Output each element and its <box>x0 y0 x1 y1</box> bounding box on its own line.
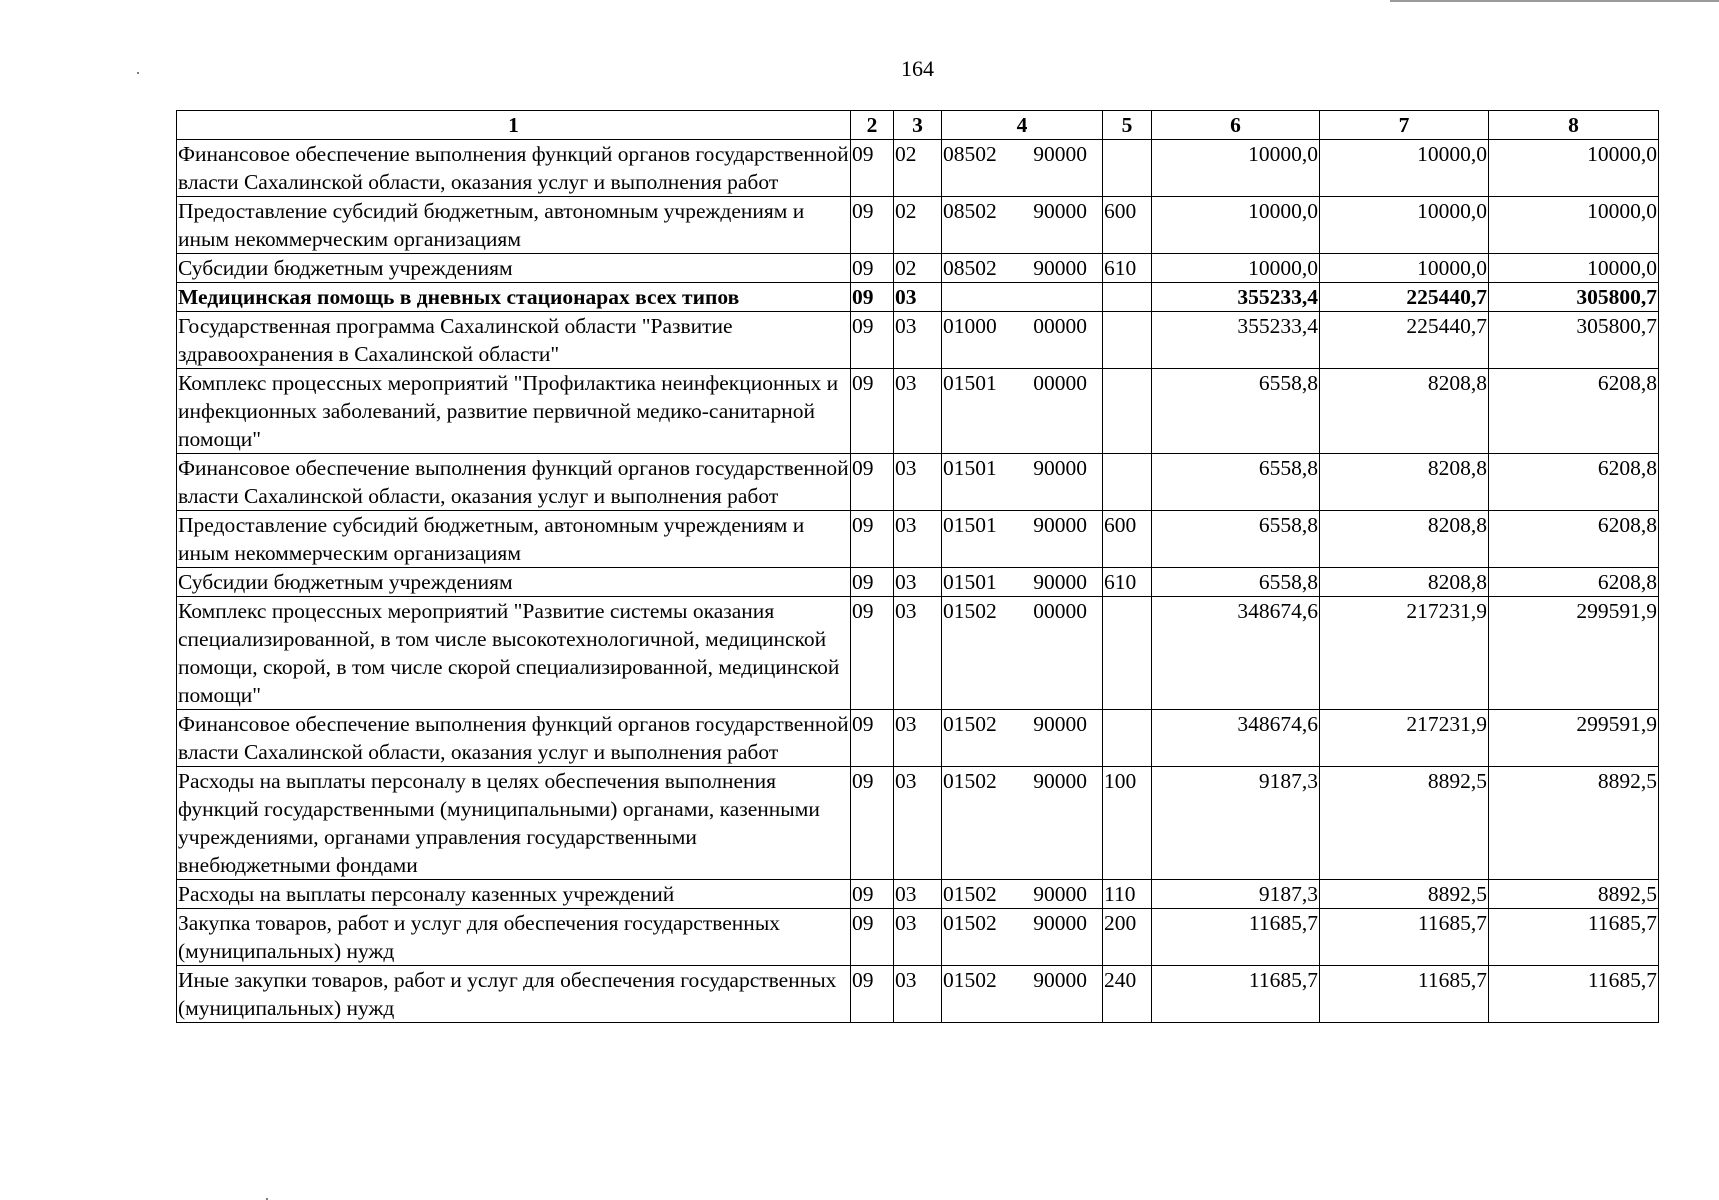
amount-col-7: 8892,5 <box>1320 880 1489 909</box>
amount-col-8: 11685,7 <box>1489 909 1659 966</box>
direction-code: 90000 <box>1033 456 1087 480</box>
direction-code: 90000 <box>1033 712 1087 736</box>
table-row <box>177 597 1659 710</box>
section-code: 09 <box>851 140 894 197</box>
expense-type-code <box>1103 140 1152 197</box>
direction-code: 90000 <box>1033 199 1087 223</box>
amount-col-6: 11685,7 <box>1152 966 1320 1023</box>
table-row <box>177 140 1659 197</box>
program-code: 08502 <box>943 142 997 166</box>
direction-code: 00000 <box>1033 599 1087 623</box>
row-description: Комплекс процессных мероприятий "Профилактика неинфекционных и инфекционных заболеваний, развитие первичной медико-санитарной помощи" <box>177 369 851 454</box>
program-code: 01501 <box>943 570 997 594</box>
budget-table <box>176 110 1659 1023</box>
amount-col-7: 10000,0 <box>1320 140 1489 197</box>
table-row <box>177 511 1659 568</box>
direction-code: 90000 <box>1033 513 1087 537</box>
amount-col-6: 9187,3 <box>1152 767 1320 880</box>
amount-col-8: 11685,7 <box>1489 966 1659 1023</box>
table-row <box>177 454 1659 511</box>
table-row <box>177 369 1659 454</box>
table-header <box>177 111 1659 140</box>
direction-code: 90000 <box>1033 570 1087 594</box>
top-edge-rule <box>1390 0 1719 2</box>
expense-type-code: 100 <box>1103 767 1152 880</box>
row-description: Предоставление субсидий бюджетным, автономным учреждениям и иным некоммерческим организациям <box>177 511 851 568</box>
program-code: 08502 <box>943 199 997 223</box>
amount-col-7: 225440,7 <box>1320 283 1489 312</box>
section-code: 09 <box>851 254 894 283</box>
amount-col-6: 6558,8 <box>1152 568 1320 597</box>
target-article-code <box>942 909 1103 966</box>
subsection-code: 02 <box>894 197 942 254</box>
subsection-code: 03 <box>894 454 942 511</box>
program-code: 01502 <box>943 911 997 935</box>
amount-col-6: 355233,4 <box>1152 312 1320 369</box>
direction-code: 90000 <box>1033 769 1087 793</box>
section-code: 09 <box>851 197 894 254</box>
table-row <box>177 283 1659 312</box>
expense-type-code: 600 <box>1103 511 1152 568</box>
table-row <box>177 966 1659 1023</box>
row-description: Субсидии бюджетным учреждениям <box>177 568 851 597</box>
amount-col-8: 6208,8 <box>1489 511 1659 568</box>
subsection-code: 03 <box>894 710 942 767</box>
amount-col-8: 6208,8 <box>1489 454 1659 511</box>
subsection-code: 03 <box>894 568 942 597</box>
direction-code: 90000 <box>1033 911 1087 935</box>
amount-col-6: 10000,0 <box>1152 140 1320 197</box>
amount-col-8: 10000,0 <box>1489 254 1659 283</box>
table-row <box>177 710 1659 767</box>
amount-col-7: 10000,0 <box>1320 197 1489 254</box>
amount-col-7: 8892,5 <box>1320 767 1489 880</box>
row-description: Предоставление субсидий бюджетным, автономным учреждениям и иным некоммерческим организациям <box>177 197 851 254</box>
target-article-code <box>942 454 1103 511</box>
subsection-code: 03 <box>894 880 942 909</box>
amount-col-6: 355233,4 <box>1152 283 1320 312</box>
row-description: Расходы на выплаты персоналу казенных учреждений <box>177 880 851 909</box>
row-description: Финансовое обеспечение выполнения функций органов государственной власти Сахалинской области, оказания услуг и выполнения работ <box>177 710 851 767</box>
column-header: 2 <box>851 111 894 140</box>
amount-col-8: 305800,7 <box>1489 283 1659 312</box>
amount-col-7: 8208,8 <box>1320 454 1489 511</box>
row-description: Комплекс процессных мероприятий "Развитие системы оказания специализированной, в том числе высокотехнологичной, медицинской помощи, скорой, в том числе скорой специализированной, медицинской помощи" <box>177 597 851 710</box>
subsection-code: 03 <box>894 283 942 312</box>
target-article-code <box>942 597 1103 710</box>
amount-col-8: 10000,0 <box>1489 140 1659 197</box>
expense-type-code <box>1103 369 1152 454</box>
row-description: Иные закупки товаров, работ и услуг для обеспечения государственных (муниципальных) нужд <box>177 966 851 1023</box>
section-code: 09 <box>851 283 894 312</box>
target-article-code <box>942 197 1103 254</box>
target-article-code <box>942 312 1103 369</box>
amount-col-8: 6208,8 <box>1489 568 1659 597</box>
target-article-code <box>942 710 1103 767</box>
column-header: 4 <box>942 111 1103 140</box>
table-row <box>177 568 1659 597</box>
program-code: 01501 <box>943 513 997 537</box>
amount-col-8: 299591,9 <box>1489 597 1659 710</box>
table-row <box>177 767 1659 880</box>
direction-code: 90000 <box>1033 142 1087 166</box>
direction-code: 90000 <box>1033 882 1087 906</box>
subsection-code: 02 <box>894 254 942 283</box>
table-body <box>177 140 1659 1023</box>
amount-col-8: 299591,9 <box>1489 710 1659 767</box>
row-description: Медицинская помощь в дневных стационарах всех типов <box>177 283 851 312</box>
subsection-code: 02 <box>894 140 942 197</box>
program-code: 01501 <box>943 456 997 480</box>
program-code: 01000 <box>943 314 997 338</box>
program-code: 01502 <box>943 769 997 793</box>
program-code: 01502 <box>943 968 997 992</box>
target-article-code <box>942 369 1103 454</box>
target-article-code <box>942 283 1103 312</box>
row-description: Финансовое обеспечение выполнения функций органов государственной власти Сахалинской области, оказания услуг и выполнения работ <box>177 140 851 197</box>
expense-type-code <box>1103 283 1152 312</box>
amount-col-8: 8892,5 <box>1489 880 1659 909</box>
amount-col-7: 8208,8 <box>1320 369 1489 454</box>
amount-col-6: 10000,0 <box>1152 254 1320 283</box>
program-code: 01501 <box>943 371 997 395</box>
amount-col-7: 11685,7 <box>1320 909 1489 966</box>
program-code: 08502 <box>943 256 997 280</box>
amount-col-6: 6558,8 <box>1152 369 1320 454</box>
subsection-code: 03 <box>894 966 942 1023</box>
expense-type-code: 200 <box>1103 909 1152 966</box>
direction-code: 90000 <box>1033 968 1087 992</box>
section-code: 09 <box>851 966 894 1023</box>
expense-type-code: 610 <box>1103 568 1152 597</box>
target-article-code <box>942 568 1103 597</box>
target-article-code <box>942 140 1103 197</box>
amount-col-6: 6558,8 <box>1152 454 1320 511</box>
amount-col-6: 348674,6 <box>1152 710 1320 767</box>
subsection-code: 03 <box>894 909 942 966</box>
column-header: 3 <box>894 111 942 140</box>
amount-col-6: 9187,3 <box>1152 880 1320 909</box>
table-row <box>177 312 1659 369</box>
target-article-code <box>942 880 1103 909</box>
target-article-code <box>942 511 1103 568</box>
program-code: 01502 <box>943 712 997 736</box>
table-row <box>177 909 1659 966</box>
target-article-code <box>942 966 1103 1023</box>
section-code: 09 <box>851 767 894 880</box>
expense-type-code: 600 <box>1103 197 1152 254</box>
column-header: 1 <box>177 111 851 140</box>
row-description: Закупка товаров, работ и услуг для обеспечения государственных (муниципальных) нужд <box>177 909 851 966</box>
expense-type-code <box>1103 597 1152 710</box>
amount-col-8: 10000,0 <box>1489 197 1659 254</box>
amount-col-8: 8892,5 <box>1489 767 1659 880</box>
subsection-code: 03 <box>894 312 942 369</box>
subsection-code: 03 <box>894 597 942 710</box>
section-code: 09 <box>851 568 894 597</box>
amount-col-7: 217231,9 <box>1320 597 1489 710</box>
section-code: 09 <box>851 710 894 767</box>
direction-code: 90000 <box>1033 256 1087 280</box>
expense-type-code: 240 <box>1103 966 1152 1023</box>
subsection-code: 03 <box>894 369 942 454</box>
subsection-code: 03 <box>894 511 942 568</box>
amount-col-7: 225440,7 <box>1320 312 1489 369</box>
expense-type-code <box>1103 710 1152 767</box>
expense-type-code <box>1103 454 1152 511</box>
row-description: Расходы на выплаты персоналу в целях обеспечения выполнения функций государственными (муниципальными) органами, казенными учреждениями, органами управления государственными внебюджетными фондами <box>177 767 851 880</box>
table-row <box>177 197 1659 254</box>
target-article-code <box>942 767 1103 880</box>
section-code: 09 <box>851 880 894 909</box>
amount-col-6: 6558,8 <box>1152 511 1320 568</box>
section-code: 09 <box>851 369 894 454</box>
row-description: Субсидии бюджетным учреждениям <box>177 254 851 283</box>
program-code: 01502 <box>943 599 997 623</box>
section-code: 09 <box>851 909 894 966</box>
section-code: 09 <box>851 454 894 511</box>
amount-col-6: 348674,6 <box>1152 597 1320 710</box>
column-header: 8 <box>1489 111 1659 140</box>
program-code: 01502 <box>943 882 997 906</box>
amount-col-8: 305800,7 <box>1489 312 1659 369</box>
section-code: 09 <box>851 597 894 710</box>
expense-type-code: 110 <box>1103 880 1152 909</box>
amount-col-7: 8208,8 <box>1320 511 1489 568</box>
subsection-code: 03 <box>894 767 942 880</box>
scan-speck <box>137 72 139 74</box>
expense-type-code: 610 <box>1103 254 1152 283</box>
amount-col-6: 10000,0 <box>1152 197 1320 254</box>
row-description: Финансовое обеспечение выполнения функций органов государственной власти Сахалинской области, оказания услуг и выполнения работ <box>177 454 851 511</box>
section-code: 09 <box>851 511 894 568</box>
amount-col-7: 10000,0 <box>1320 254 1489 283</box>
column-header: 7 <box>1320 111 1489 140</box>
table-row <box>177 254 1659 283</box>
page-number: 164 <box>901 56 934 81</box>
amount-col-7: 217231,9 <box>1320 710 1489 767</box>
direction-code: 00000 <box>1033 314 1087 338</box>
amount-col-8: 6208,8 <box>1489 369 1659 454</box>
amount-col-6: 11685,7 <box>1152 909 1320 966</box>
column-header: 5 <box>1103 111 1152 140</box>
expense-type-code <box>1103 312 1152 369</box>
table-row <box>177 880 1659 909</box>
section-code: 09 <box>851 312 894 369</box>
amount-col-7: 11685,7 <box>1320 966 1489 1023</box>
column-header: 6 <box>1152 111 1320 140</box>
target-article-code <box>942 254 1103 283</box>
amount-col-7: 8208,8 <box>1320 568 1489 597</box>
row-description: Государственная программа Сахалинской области "Развитие здравоохранения в Сахалинской области" <box>177 312 851 369</box>
direction-code: 00000 <box>1033 371 1087 395</box>
